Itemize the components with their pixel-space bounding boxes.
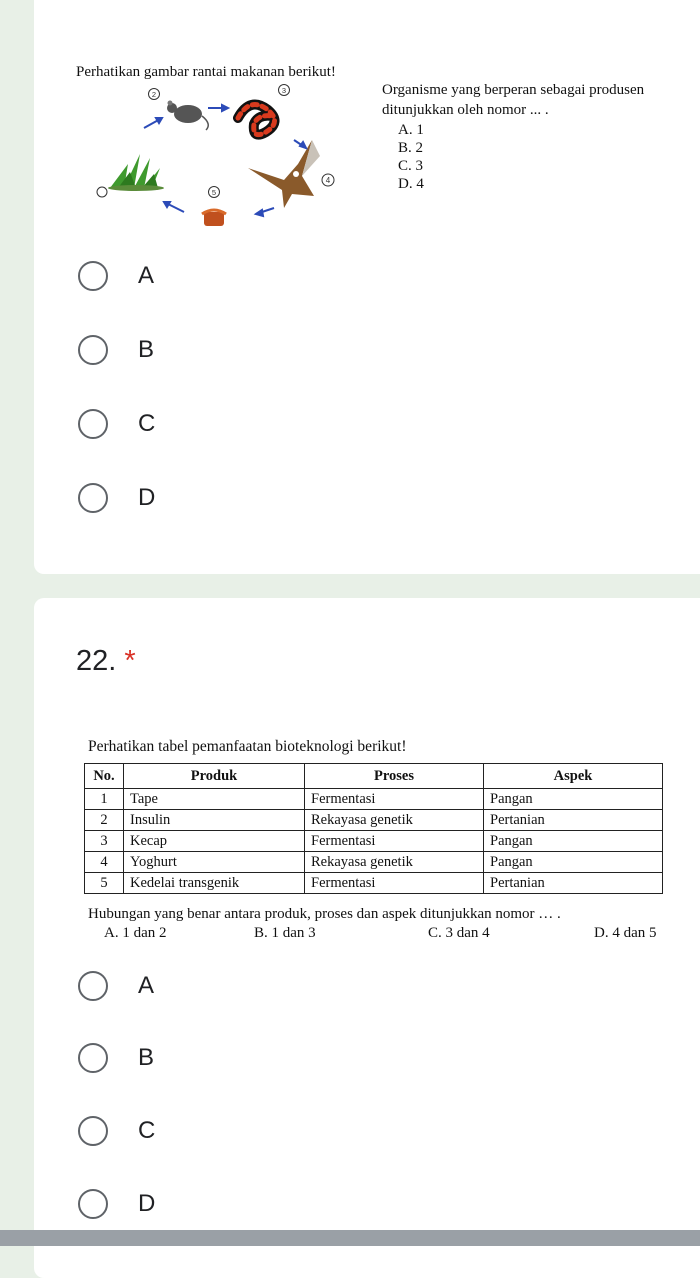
q21-choice-a: A. 1 [398,122,424,138]
table-cell: Rekayasa genetik [305,810,484,831]
table-header: No. [85,764,124,789]
table-row [85,810,663,831]
q22-choice-b: B. 1 dan 3 [254,925,316,941]
table-cell: Kecap [124,831,305,852]
table-cell: Fermentasi [305,873,484,894]
table-cell: Kedelai transgenik [124,873,305,894]
table-cell: 1 [85,789,124,810]
table-cell: 4 [85,852,124,873]
radio-circle-icon[interactable] [78,1189,108,1219]
q22-question: Hubungan yang benar antara produk, proses dan aspek ditunjukkan nomor … . [88,906,561,922]
radio-circle-icon[interactable] [78,335,108,365]
table-header: Proses [305,764,484,789]
table-cell: Rekayasa genetik [305,852,484,873]
diagram-label-2: 2 [151,90,157,99]
q21-choice-d: D. 4 [398,176,424,192]
table-cell: Yoghurt [124,852,305,873]
table-cell: Tape [124,789,305,810]
q22-choice-d: D. 4 dan 5 [594,925,657,941]
option-label: C [138,1117,156,1144]
table-header-row [85,764,663,789]
table-row [85,852,663,873]
radio-circle-icon[interactable] [78,483,108,513]
q21-question-line2: ditunjukkan oleh nomor ... . [382,102,549,118]
table-row [85,873,663,894]
q22-number [76,645,136,678]
table-cell: Fermentasi [305,831,484,852]
q22-option-a[interactable] [78,968,154,1004]
q21-option-c[interactable] [78,406,155,442]
option-label: D [138,484,156,511]
option-label: B [138,336,155,363]
table-cell: Pangan [484,852,663,873]
decomposer-icon [202,210,226,226]
radio-circle-icon[interactable] [78,1116,108,1146]
snake-icon [238,105,275,135]
food-chain-diagram [88,84,380,234]
q21-option-b[interactable] [78,332,154,368]
radio-circle-icon[interactable] [78,409,108,439]
diagram-label-4: 4 [325,176,331,185]
diagram-number-1 [97,187,107,197]
table-header: Produk [124,764,305,789]
q21-choice-b: B. 2 [398,140,424,156]
table-cell: Insulin [124,810,305,831]
radio-circle-icon[interactable] [78,1043,108,1073]
biotech-table [84,763,663,894]
table-cell: Pertanian [484,810,663,831]
option-label: D [138,1190,156,1217]
table-row [85,831,663,852]
table-cell: Pangan [484,831,663,852]
table-cell: 3 [85,831,124,852]
option-label: A [138,262,155,289]
option-label: B [138,1044,155,1071]
table-cell: Pangan [484,789,663,810]
bottom-scroll-bar [0,1230,700,1246]
q22-option-d[interactable] [78,1186,155,1222]
arrow-icons [144,105,306,216]
diagram-label-3: 3 [281,86,287,95]
eagle-icon [248,140,320,208]
q22-option-b[interactable] [78,1040,154,1076]
required-mark: * [124,645,136,677]
radio-circle-icon[interactable] [78,261,108,291]
q22-option-c[interactable] [78,1113,155,1149]
q21-question-line1: Organisme yang berperan sebagai produsen [382,82,645,98]
question-number: 22. [76,645,117,677]
q22-title: Perhatikan tabel pemanfaatan bioteknologi berikut! [88,738,407,755]
grass-icon [108,154,164,191]
q22-choice-a: A. 1 dan 2 [104,925,167,941]
q21-option-a[interactable] [78,258,154,294]
table-row [85,789,663,810]
table-cell: 5 [85,873,124,894]
table-cell: Pertanian [484,873,663,894]
radio-circle-icon[interactable] [78,971,108,1001]
q21-option-d[interactable] [78,480,155,516]
mouse-icon [167,101,208,131]
diagram-label-5: 5 [211,188,217,197]
table-cell: 2 [85,810,124,831]
q21-title: Perhatikan gambar rantai makanan berikut! [76,64,336,80]
option-label: C [138,410,156,437]
table-header: Aspek [484,764,663,789]
q22-choice-c: C. 3 dan 4 [428,925,490,941]
option-label: A [138,972,155,999]
table-cell: Fermentasi [305,789,484,810]
q21-choice-c: C. 3 [398,158,424,174]
